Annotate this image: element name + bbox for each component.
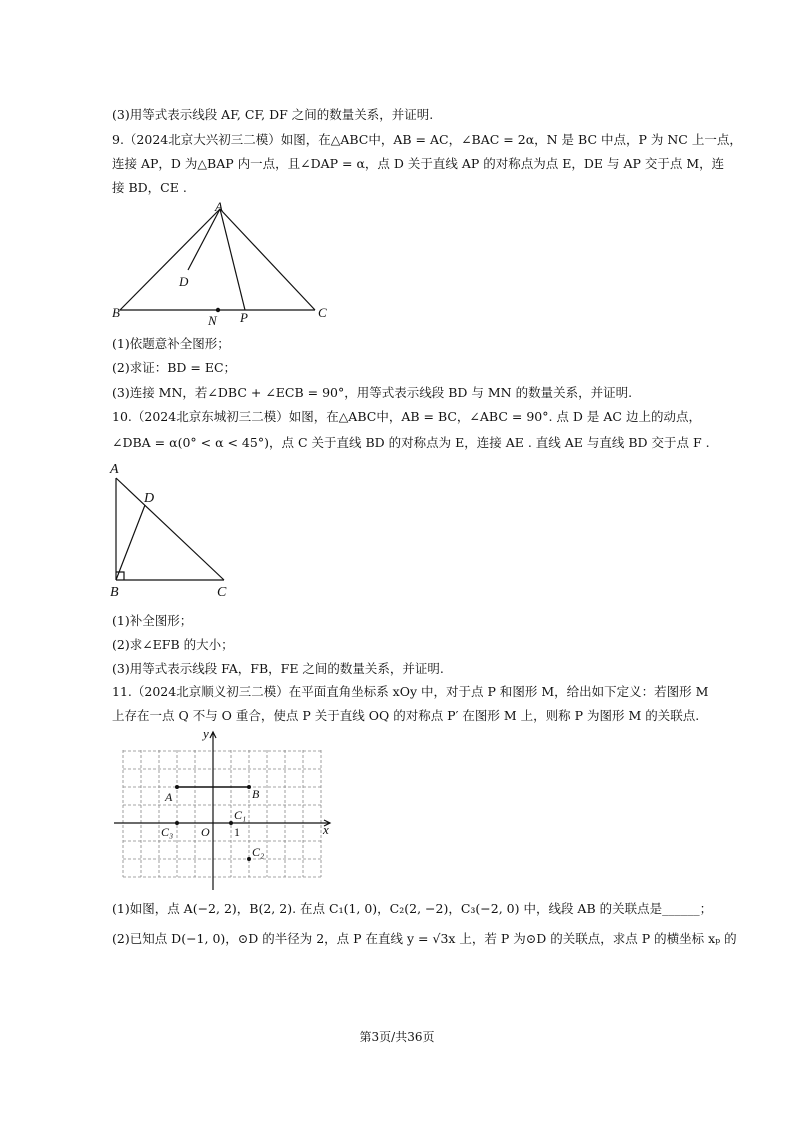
- label-b: B: [112, 305, 120, 320]
- segment-bd: [116, 505, 145, 580]
- point-c3: [175, 821, 179, 825]
- label-a: A: [110, 462, 119, 477]
- label-c3: C₃: [161, 825, 174, 839]
- point-a: [175, 785, 179, 789]
- label-d: D: [144, 491, 155, 506]
- q10-part2: (2)求∠EFB 的大小；: [112, 637, 234, 652]
- label-n: N: [208, 313, 217, 328]
- page-footer: 第3页/共36页: [359, 1030, 435, 1044]
- label-origin: O: [201, 825, 210, 839]
- label-x-axis: x: [323, 822, 329, 837]
- figure-9: [100, 200, 340, 330]
- q9-intro-line3: 接 BD，CE .: [112, 180, 187, 195]
- segment-ab: [120, 209, 220, 310]
- label-y-axis: y: [203, 726, 209, 741]
- q9-part3: (3)连接 MN，若∠DBC + ∠ECB = 90°，用等式表示线段 BD 与 MN 的数量关系，并证明.: [112, 385, 633, 400]
- label-c2: C₂: [252, 845, 265, 859]
- label-c: C: [318, 305, 327, 320]
- label-a: A: [215, 200, 223, 214]
- q10-intro-line2: ∠DBA = α(0° < α < 45°)，点 C 关于直线 BD 的对称点为 E，连接 AE . 直线 AE 与直线 BD 交于点 F .: [112, 435, 710, 450]
- figure-10: [104, 458, 244, 602]
- figure-11-coordinate-grid: [104, 722, 344, 894]
- q9-intro-line2: 连接 AP，D 为△BAP 内一点，且∠DAP = α，点 D 关于直线 AP 的对称点为点 E，DE 与 AP 交于点 M，连: [112, 156, 725, 171]
- q11-intro-line1: 11.（2024北京顺义初三二模）在平面直角坐标系 xOy 中，对于点 P 和图形 M，给出如下定义：若图形 M: [112, 684, 709, 699]
- q11-part1: (1)如图，点 A(−2, 2)，B(2, 2). 在点 C₁(1, 0)，C₂(2, −2)，C₃(−2, 0) 中，线段 AB 的关联点是______；: [112, 901, 713, 916]
- label-tick-one: 1: [234, 825, 240, 839]
- label-a: A: [165, 790, 173, 804]
- point-n: [216, 308, 220, 312]
- label-d: D: [179, 274, 189, 289]
- q10-part1: (1)补全图形；: [112, 613, 193, 628]
- q8-part3: (3)用等式表示线段 AF, CF, DF 之间的数量关系，并证明.: [112, 107, 434, 122]
- label-c: C: [217, 585, 227, 600]
- q11-part2: (2)已知点 D(−1, 0)，⊙D 的半径为 2，点 P 在直线 y = √3x 上，若 P 为⊙D 的关联点，求点 P 的横坐标 xₚ 的: [112, 931, 737, 946]
- q9-part1: (1)依题意补全图形；: [112, 336, 230, 351]
- grid-lines: [123, 750, 321, 877]
- q9-intro-line1: 9.（2024北京大兴初三二模）如图，在△ABC中，AB = AC，∠BAC = 2α，N 是 BC 中点，P 为 NC 上一点，: [112, 132, 742, 147]
- q10-part3: (3)用等式表示线段 FA，FB，FE 之间的数量关系，并证明.: [112, 661, 444, 676]
- point-c2: [247, 857, 251, 861]
- segment-ac: [116, 478, 224, 580]
- label-c1: C₁: [234, 808, 247, 822]
- q9-part2: (2)求证：BD = EC；: [112, 360, 237, 375]
- point-c1: [229, 821, 233, 825]
- segment-ap: [220, 209, 245, 310]
- point-b: [247, 785, 251, 789]
- q11-intro-line2: 上存在一点 Q 不与 O 重合，使点 P 关于直线 OQ 的对称点 P′ 在图形 M 上，则称 P 为图形 M 的关联点.: [112, 708, 700, 723]
- segment-ad: [188, 209, 220, 270]
- label-b: B: [110, 585, 119, 600]
- q10-intro-line1: 10.（2024北京东城初三二模）如图，在△ABC中，AB = BC，∠ABC = 90°. 点 D 是 AC 边上的动点，: [112, 409, 701, 424]
- label-b: B: [252, 787, 260, 801]
- segment-ac: [220, 209, 315, 310]
- label-p: P: [240, 310, 248, 325]
